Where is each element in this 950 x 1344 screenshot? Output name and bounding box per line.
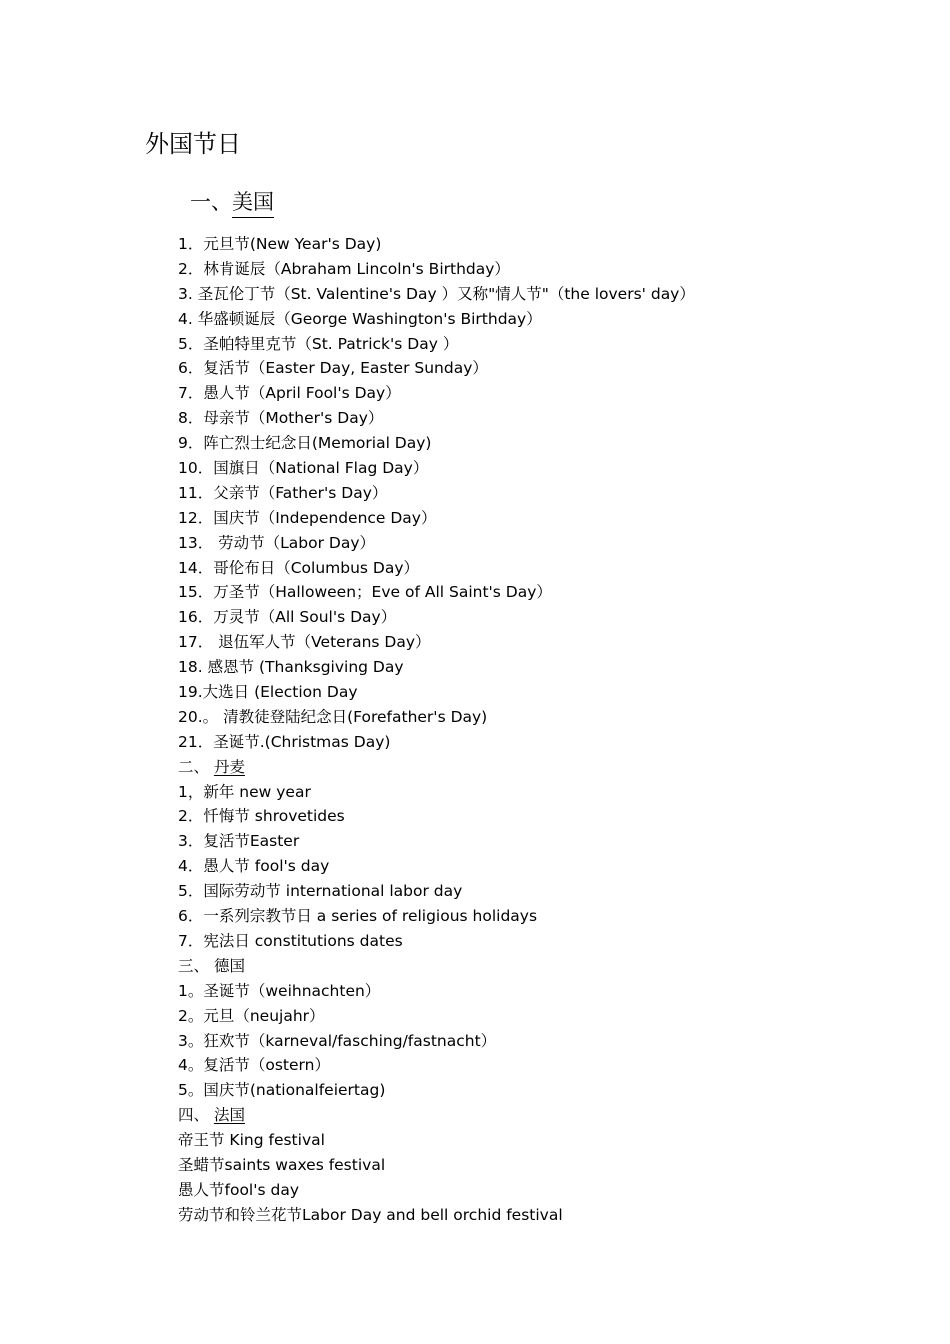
section-prefix: 三、	[178, 956, 214, 975]
section-name: 美国	[232, 186, 274, 218]
list-item: 15．万圣节（Halloween；Eve of All Saint's Day）	[178, 583, 552, 602]
list-item: 1．元旦节(New Year's Day)	[178, 235, 382, 253]
list-item: 7．宪法日 constitutions dates	[178, 931, 403, 950]
list-item: 2。元旦（neujahr）	[178, 1006, 325, 1025]
list-item: 19.大选日 (Election Day	[178, 683, 358, 702]
section-name: 德国	[213, 956, 245, 975]
list-item: 21．圣诞节.(Christmas Day)	[178, 732, 391, 751]
list-item: 3。狂欢节（karneval/fasching/fastnacht）	[178, 1031, 497, 1050]
list-item: 4．愚人节 fool's day	[178, 857, 330, 876]
list-item: 劳动节和铃兰花节Labor Day and bell orchid festival	[178, 1205, 563, 1224]
list-item: 5。国庆节(nationalfeiertag)	[178, 1081, 386, 1100]
list-item: 2．忏悔节 shrovetides	[178, 807, 345, 826]
list-item: 18. 感恩节 (Thanksgiving Day	[178, 658, 404, 677]
list-item: 3. 圣瓦伦丁节（St. Valentine's Day ）又称"情人节"（the lovers' day）	[178, 284, 695, 303]
list-item: 8．母亲节（Mother's Day）	[178, 409, 384, 428]
list-item: 6．复活节（Easter Day, Easter Sunday）	[178, 359, 488, 378]
list-item: 圣蜡节saints waxes festival	[178, 1155, 386, 1174]
page-title: 外国节日	[145, 130, 241, 158]
list-item: 5．圣帕特里克节（St. Patrick's Day ）	[178, 334, 459, 353]
list-item: 17． 退伍军人节（Veterans Day）	[178, 633, 431, 652]
section-heading-france	[178, 1103, 918, 1128]
list-item: 16．万灵节（All Soul's Day）	[178, 608, 397, 627]
list-item: 12．国庆节（Independence Day）	[178, 508, 437, 527]
list-item: 1。圣诞节（weihnachten）	[178, 981, 381, 1000]
list-item: 13． 劳动节（Labor Day）	[178, 533, 376, 552]
list-item: 帝王节 King festival	[178, 1131, 325, 1150]
section-name: 丹麦	[213, 757, 245, 776]
list-item: 5．国际劳动节 international labor day	[178, 882, 463, 901]
section-prefix: 四、	[178, 1106, 214, 1125]
list-item: 4。复活节（ostern）	[178, 1056, 330, 1075]
list-item: 10．国旗日（National Flag Day）	[178, 459, 429, 478]
list-item: 3．复活节Easter	[178, 832, 300, 851]
list-item: 2．林肯诞辰（Abraham Lincoln's Birthday）	[178, 259, 510, 278]
list-item: 7．愚人节（April Fool's Day）	[178, 384, 401, 403]
list-item: 6．一系列宗教节日 a series of religious holidays	[178, 907, 538, 926]
list-item: 9．阵亡烈士纪念日(Memorial Day)	[178, 434, 432, 453]
section-heading-usa	[190, 186, 274, 218]
holiday-list	[178, 232, 918, 1228]
section-prefix: 二、	[178, 757, 214, 776]
list-item: 11．父亲节（Father's Day）	[178, 483, 388, 502]
list-item: 1，新年 new year	[178, 782, 311, 801]
section-prefix: 一、	[190, 190, 232, 214]
list-item: 愚人节fool's day	[178, 1180, 300, 1199]
section-heading-denmark	[178, 755, 918, 780]
list-item: 20.。 清教徒登陆纪念日(Forefather's Day)	[178, 707, 488, 726]
list-item: 14．哥伦布日（Columbus Day）	[178, 558, 420, 577]
section-heading-germany	[178, 954, 918, 979]
list-item: 4. 华盛顿诞辰（George Washington's Birthday）	[178, 309, 542, 328]
section-name: 法国	[213, 1106, 245, 1125]
